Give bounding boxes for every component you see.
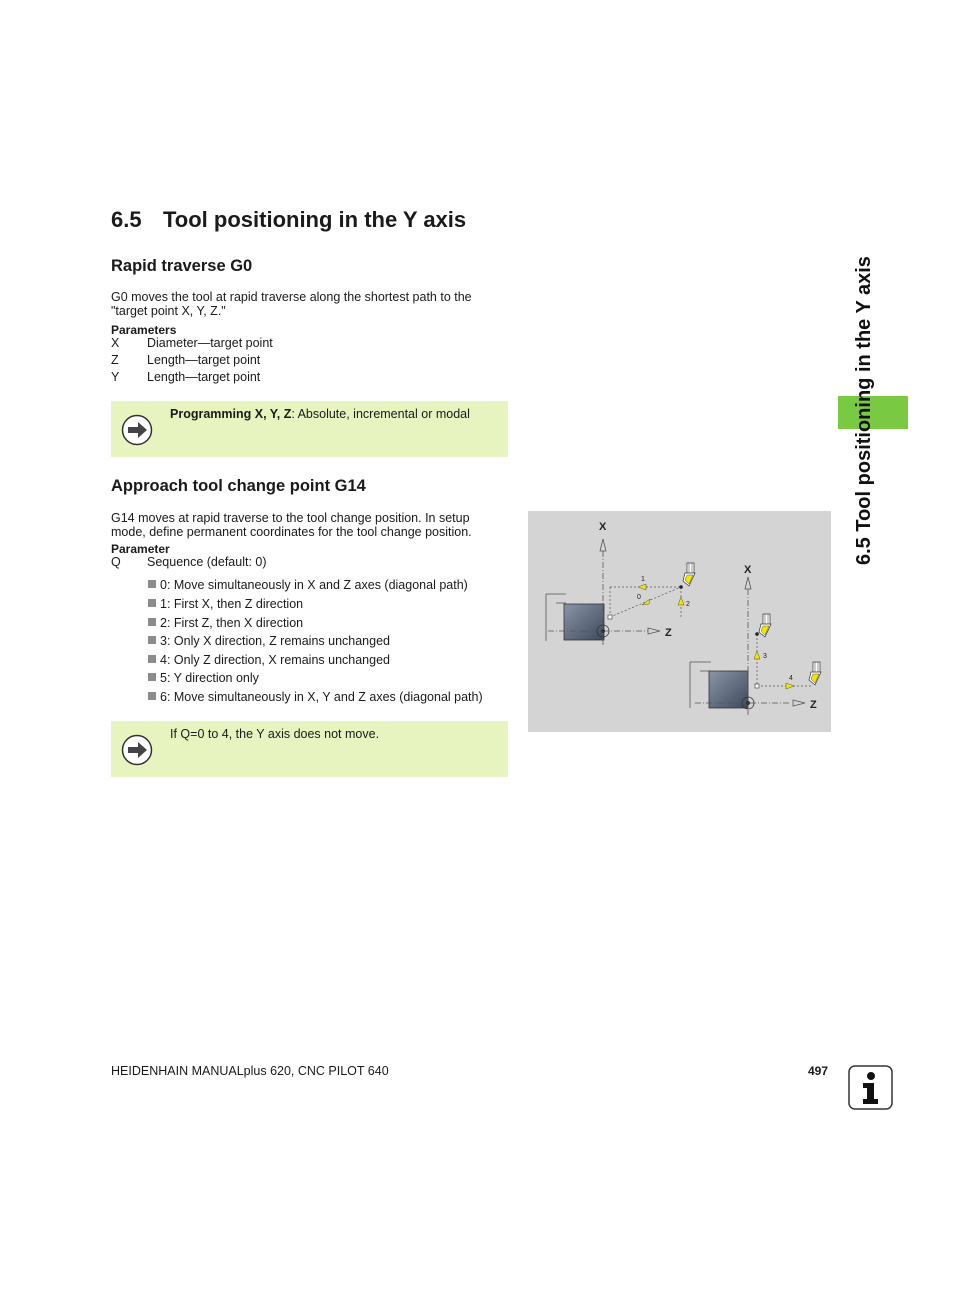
g14-heading: Approach tool change point G14 <box>111 477 366 495</box>
right-z-axis-label: Z <box>810 699 817 711</box>
path-label-3: 3 <box>763 653 767 660</box>
param-desc: Length—target point <box>147 370 261 384</box>
path-label-1: 1 <box>641 576 645 583</box>
option-text: 3: Only X direction, Z remains unchanged <box>160 634 390 648</box>
list-item <box>148 690 483 704</box>
page-title <box>111 207 466 233</box>
bullet-icon <box>148 673 156 681</box>
list-item <box>148 616 303 630</box>
arrow-right-icon <box>121 414 153 446</box>
option-text: 6: Move simultaneously in X, Y and Z axes (diagonal path) <box>160 690 483 704</box>
info-icon <box>848 1065 893 1110</box>
page-number: 497 <box>808 1064 829 1078</box>
g0-params-label: Parameters <box>111 323 177 337</box>
g0-heading: Rapid traverse G0 <box>111 257 253 275</box>
note-rest: : Absolute, incremental or modal <box>291 407 470 421</box>
right-diagram <box>690 564 821 715</box>
list-item <box>148 634 390 648</box>
right-x-axis-label: X <box>744 564 752 576</box>
param-key: Q <box>111 555 121 569</box>
g0-intro-line1: G0 moves the tool at rapid traverse along the shortest path to the <box>111 290 472 304</box>
g14-intro-line1: G14 moves at rapid traverse to the tool change position. In setup <box>111 511 470 525</box>
arrow-right-icon <box>121 734 153 766</box>
g14-intro <box>111 511 472 539</box>
note-bold: Programming X, Y, Z <box>170 407 292 421</box>
param-key: X <box>111 336 120 350</box>
list-item <box>148 578 468 592</box>
g0-note-text <box>170 407 470 421</box>
g0-note-box <box>111 401 508 457</box>
g14-note-text: If Q=0 to 4, the Y axis does not move. <box>170 727 380 741</box>
left-diagram <box>546 521 695 646</box>
param-key: Z <box>111 353 119 367</box>
bullet-icon <box>148 618 156 626</box>
side-tab-title: 6.5 Tool positioning in the Y axis <box>853 256 875 565</box>
g0-intro-line2: "target point X, Y, Z." <box>111 304 226 318</box>
bullet-icon <box>148 580 156 588</box>
bullet-icon <box>148 599 156 607</box>
option-text: 5: Y direction only <box>160 671 259 685</box>
option-text: 4: Only Z direction, X remains unchanged <box>160 653 390 667</box>
option-text: 0: Move simultaneously in X and Z axes (diagonal path) <box>160 578 468 592</box>
bullet-icon <box>148 636 156 644</box>
g14-param-q <box>111 555 267 569</box>
tool-path-diagram <box>528 511 831 732</box>
param-key: Y <box>111 370 120 384</box>
option-text: 1: First X, then Z direction <box>160 597 304 611</box>
path-label-4: 4 <box>789 675 793 682</box>
section-number: 6.5 <box>111 207 142 232</box>
list-item <box>148 671 259 685</box>
path-label-2: 2 <box>686 601 690 608</box>
bullet-icon <box>148 692 156 700</box>
g0-param-z <box>111 353 260 367</box>
path-label-0: 0 <box>637 594 641 601</box>
param-desc: Diameter—target point <box>147 336 273 350</box>
g0-intro <box>111 290 472 318</box>
g0-param-y <box>111 370 260 384</box>
g14-intro-line2: mode, define permanent coordinates for the tool change position. <box>111 525 472 539</box>
param-desc: Length—target point <box>147 353 261 367</box>
footer-text: HEIDENHAIN MANUALplus 620, CNC PILOT 640 <box>111 1064 389 1078</box>
bullet-icon <box>148 655 156 663</box>
g0-param-x <box>111 336 273 350</box>
list-item <box>148 597 303 611</box>
list-item <box>148 653 390 667</box>
g14-diagram <box>528 511 831 732</box>
g14-param-label: Parameter <box>111 542 170 556</box>
section-title: Tool positioning in the Y axis <box>163 207 467 232</box>
left-z-axis-label: Z <box>665 627 672 639</box>
option-text: 2: First Z, then X direction <box>160 616 304 630</box>
g14-note-box <box>111 721 508 777</box>
param-desc: Sequence (default: 0) <box>147 555 267 569</box>
left-x-axis-label: X <box>599 521 607 533</box>
